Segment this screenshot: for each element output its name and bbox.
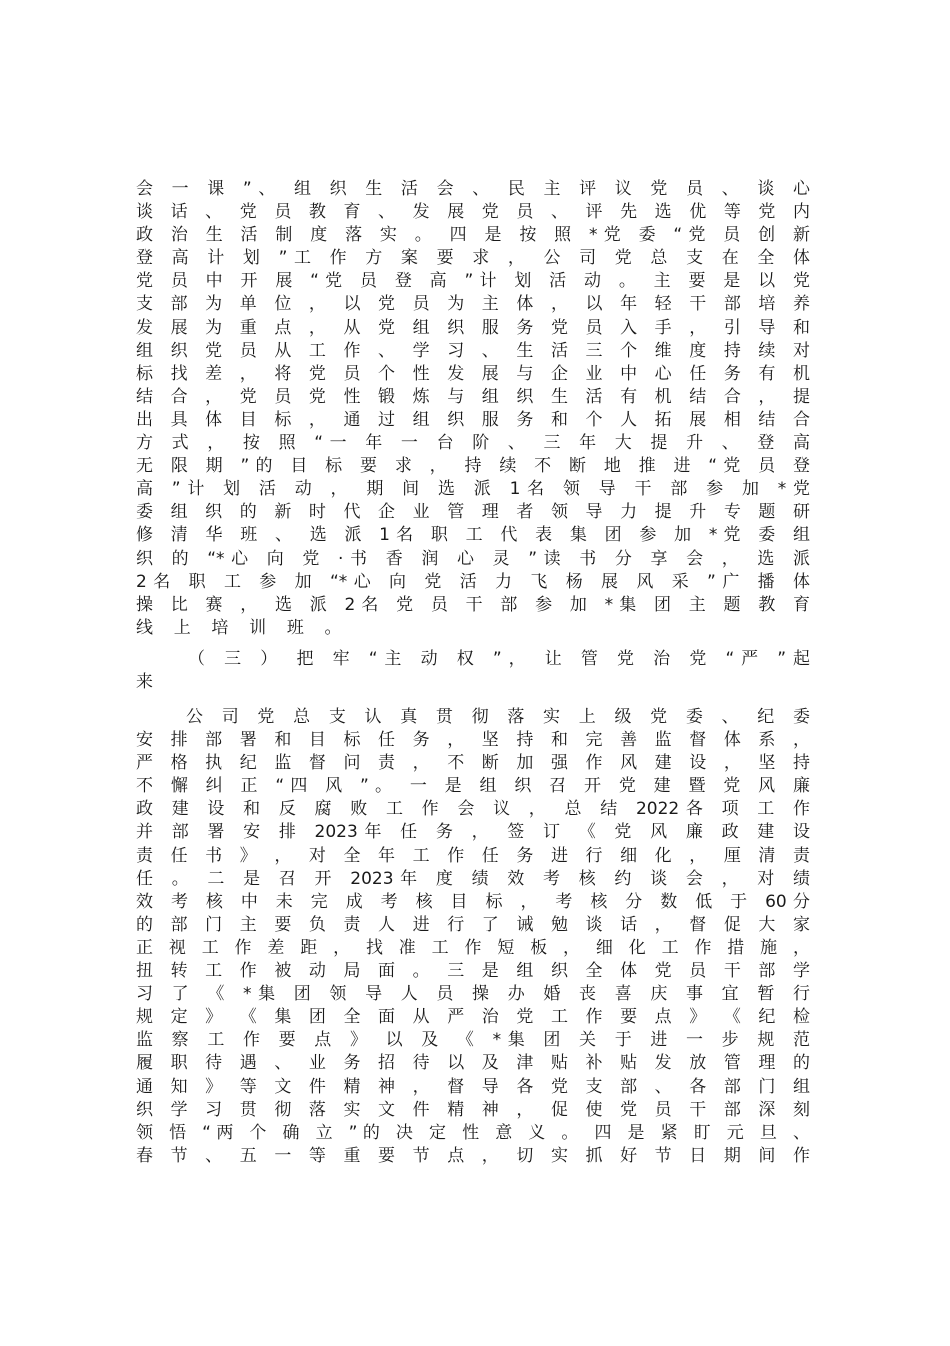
- text-line: 正 视 工 作 差 距 ， 找 准 工 作 短 板 ， 细 化 工 作 措 施 ，: [136, 937, 810, 958]
- text-line: 发 展 为 重 点 ， 从 党 组 织 服 务 党 员 入 手 ， 引 导 和: [136, 317, 810, 338]
- text-line: 2名 职 工 参 加 “*心 向 党 活 力 飞 杨 展 风 采 ”广 播 体: [136, 571, 810, 592]
- text-line: 效 考 核 中 未 完 成 考 核 目 标 ， 考 核 分 数 低 于 60分: [136, 891, 810, 912]
- text-line: 织 学 习 贯 彻 落 实 文 件 精 神 ， 促 使 党 员 干 部 深 刻: [136, 1099, 810, 1120]
- text-line: 扭 转 工 作 被 动 局 面 。 三 是 组 织 全 体 党 员 干 部 学: [136, 961, 810, 982]
- text-line: 标 找 差 ， 将 党 员 个 性 发 展 与 企 业 中 心 任 务 有 机: [136, 363, 810, 384]
- text-line: 履 职 待 遇 、 业 务 招 待 以 及 津 贴 补 贴 发 放 管 理 的: [136, 1053, 810, 1074]
- text-line: 出 具 体 目 标 ， 通 过 组 织 服 务 和 个 人 拓 展 相 结 合: [136, 409, 810, 430]
- text-line: 严 格 执 纪 监 督 问 责 ， 不 断 加 强 作 风 建 设 ， 坚 持: [136, 753, 810, 774]
- text-line: 支 部 为 单 位 ， 以 党 员 为 主 体 ， 以 年 轻 干 部 培 养: [136, 294, 810, 315]
- text-line: 方 式 ， 按 照 “一 年 一 台 阶 、 三 年 大 提 升 、 登 高: [136, 433, 810, 454]
- text-line: 会 一 课 ”、 组 织 生 活 会 、 民 主 评 议 党 员 、 谈 心: [136, 179, 810, 199]
- text-line: 线 上 培 训 班 。: [136, 617, 350, 638]
- text-line: 责 任 书 》 ， 对 全 年 工 作 任 务 进 行 细 化 ， 厘 清 责: [136, 845, 810, 866]
- paragraph-party-activities: [136, 178, 810, 640]
- text-line: 登 高 计 划 ”工 作 方 案 要 求 ， 公 司 党 总 支 在 全 体: [136, 248, 810, 269]
- text-line: 监 察 工 作 要 点 》 以 及 《 *集 团 关 于 进 一 步 规 范: [136, 1030, 810, 1051]
- text-line: 习 了 《 *集 团 领 导 人 员 操 办 婚 丧 喜 庆 事 宜 暂 行: [136, 984, 810, 1005]
- text-line: 谈 话 、 党 员 教 育 、 发 展 党 员 、 评 先 选 优 等 党 内: [136, 202, 810, 223]
- section-heading: [136, 648, 810, 694]
- paragraph-discipline: [136, 706, 810, 1168]
- text-line: 高 ”计 划 活 动 ， 期 间 选 派 1名 领 导 干 部 参 加 *党: [136, 479, 810, 500]
- text-line: 安 排 部 署 和 目 标 任 务 ， 坚 持 和 完 善 监 督 体 系 ，: [136, 730, 810, 751]
- text-line: 政 建 设 和 反 腐 败 工 作 会 议 ， 总 结 2022各 项 工 作: [136, 799, 810, 820]
- text-line: 修 清 华 班 、 选 派 1名 职 工 代 表 集 团 参 加 *党 委 组: [136, 525, 810, 546]
- heading-line: （ 三 ） 把 牢 “主 动 权 ”， 让 管 党 治 党 “严 ”起: [188, 649, 810, 669]
- text-line: 通 知 》 等 文 件 精 神 ， 督 导 各 党 支 部 、 各 部 门 组: [136, 1076, 810, 1097]
- text-line: 结 合 ， 党 员 党 性 锻 炼 与 组 织 生 活 有 机 结 合 ， 提: [136, 386, 810, 407]
- text-line: 规 定 》 《 集 团 全 面 从 严 治 党 工 作 要 点 》 《 纪 检: [136, 1007, 810, 1028]
- text-line: 公 司 党 总 支 认 真 贯 彻 落 实 上 级 党 委 、 纪 委: [186, 707, 810, 727]
- text-line: 政 治 生 活 制 度 落 实 。 四 是 按 照 *党 委 “党 员 创 新: [136, 225, 810, 246]
- text-line: 任 。 二 是 召 开 2023年 度 绩 效 考 核 约 谈 会 ， 对 绩: [136, 868, 810, 889]
- text-line: 操 比 赛 ， 选 派 2名 党 员 干 部 参 加 *集 团 主 题 教 育: [136, 594, 810, 615]
- text-line: 不 懈 纠 正 “四 风 ”。 一 是 组 织 召 开 党 建 暨 党 风 廉: [136, 776, 810, 797]
- text-line: 春 节 、 五 一 等 重 要 节 点 ， 切 实 抓 好 节 日 期 间 作: [136, 1145, 810, 1166]
- text-line: 党 员 中 开 展 “党 员 登 高 ”计 划 活 动 。 主 要 是 以 党: [136, 271, 810, 292]
- text-line: 无 限 期 ”的 目 标 要 求 ， 持 续 不 断 地 推 进 “党 员 登: [136, 456, 810, 477]
- heading-line: 来: [136, 672, 161, 693]
- text-line: 织 的 “*心 向 党 ·书 香 润 心 灵 ”读 书 分 享 会 ， 选 派: [136, 548, 810, 569]
- text-line: 组 织 党 员 从 工 作 、 学 习 、 生 活 三 个 维 度 持 续 对: [136, 340, 810, 361]
- text-line: 领 悟 “两 个 确 立 ”的 决 定 性 意 义 。 四 是 紧 盯 元 旦 、: [136, 1122, 810, 1143]
- text-line: 的 部 门 主 要 负 责 人 进 行 了 诫 勉 谈 话 ， 督 促 大 家: [136, 914, 810, 935]
- text-line: 委 组 织 的 新 时 代 企 业 管 理 者 领 导 力 提 升 专 题 研: [136, 502, 810, 523]
- text-line: 并 部 署 安 排 2023年 任 务 ， 签 订 《 党 风 廉 政 建 设: [136, 822, 810, 843]
